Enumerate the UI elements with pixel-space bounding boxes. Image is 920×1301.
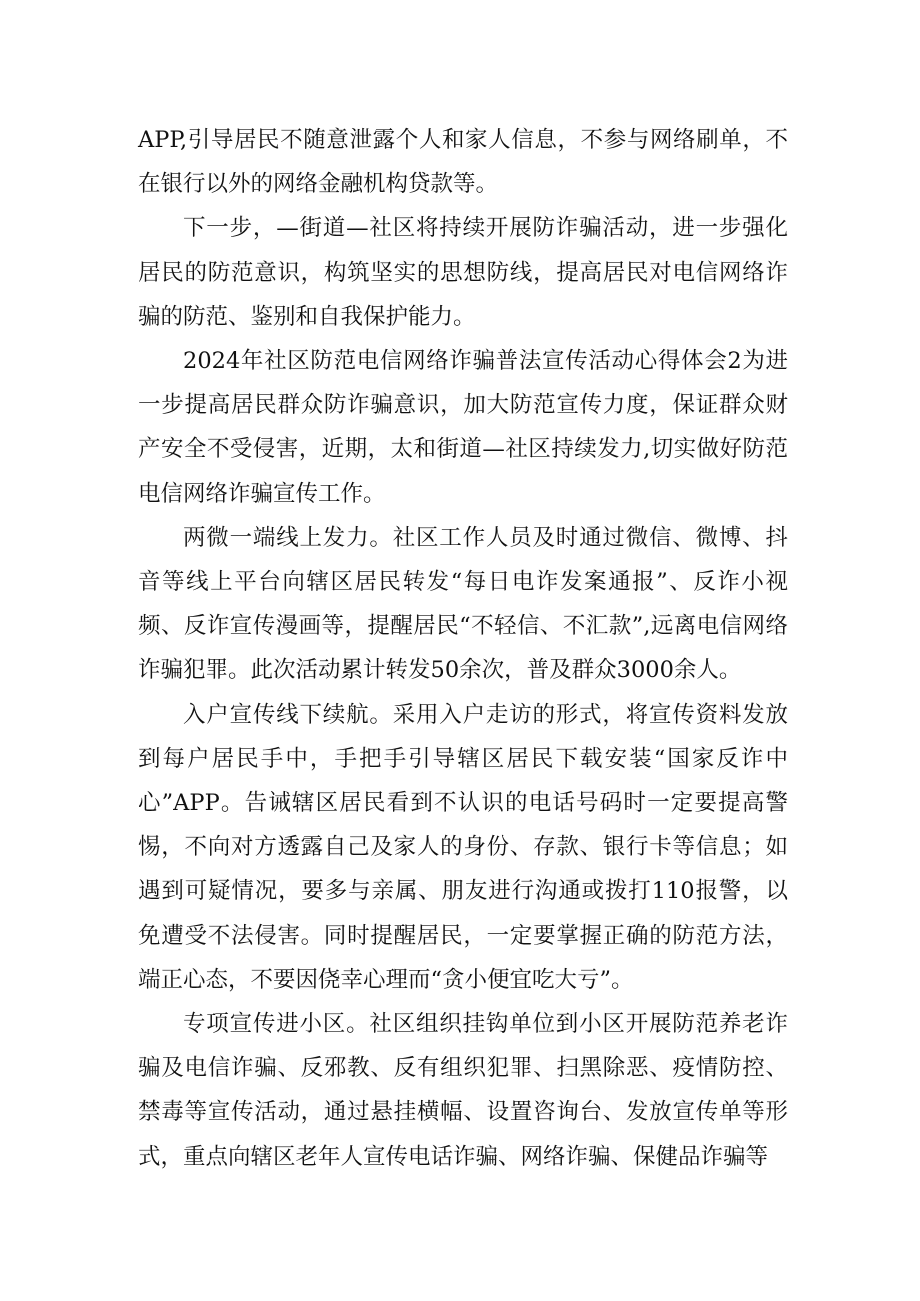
paragraph-4: 两微一端线上发力。社区工作人员及时通过微信、微博、抖音等线上平台向辖区居民转发“每日电诈发案通报”、反诈小视频、反诈宣传漫画等，提醒居民“不轻信、不汇款”,远离电信网络诈骗犯罪。此次活动累计转发50余次，普及群众3000余人。 [138, 524, 788, 684]
paragraph-6: 专项宣传进小区。社区组织挂钩单位到小区开展防范养老诈骗及电信诈骗、反邪教、反有组织犯罪、扫黑除恶、疫情防控、禁毒等宣传活动，通过悬挂横幅、设置咨询台、发放宣传单等形式，重点向辖区老年人宣传电话诈骗、网络诈骗、保健品诈骗等 [138, 1011, 788, 1170]
paragraph-3: 2024年社区防范电信网络诈骗普法宣传活动心得体会2为进一步提高居民群众防诈骗意识，加大防范宣传力度，保证群众财产安全不受侵害，近期，太和街道—社区持续发力,切实做好防范电信网络诈骗宣传工作。 [138, 348, 788, 507]
paragraph-2: 下一步，—街道—社区将持续开展防诈骗活动，进一步强化居民的防范意识，构筑坚实的思想防线，提高居民对电信网络诈骗的防范、鉴别和自我保护能力。 [138, 215, 788, 330]
paragraph-5: 入户宣传线下续航。采用入户走访的形式，将宣传资料发放到每户居民手中，手把手引导辖区居民下载安装“国家反诈中心”APP。告诫辖区居民看到不认识的电话号码时一定要提高警惕，不向对方透露自己及家人的身份、存款、银行卡等信息；如遇到可疑情况，要多与亲属、朋友进行沟通或拨打110报警，以免遭受不法侵害。同时提醒居民，一定要掌握正确的防范方法，端正心态，不要因侥幸心理而“贪小便宜吃大亏”。 [138, 701, 788, 993]
paragraph-1: APP,引导居民不随意泄露个人和家人信息，不参与网络刷单，不在银行以外的网络金融机构贷款等。 [138, 127, 788, 198]
document-body [138, 118, 788, 1179]
